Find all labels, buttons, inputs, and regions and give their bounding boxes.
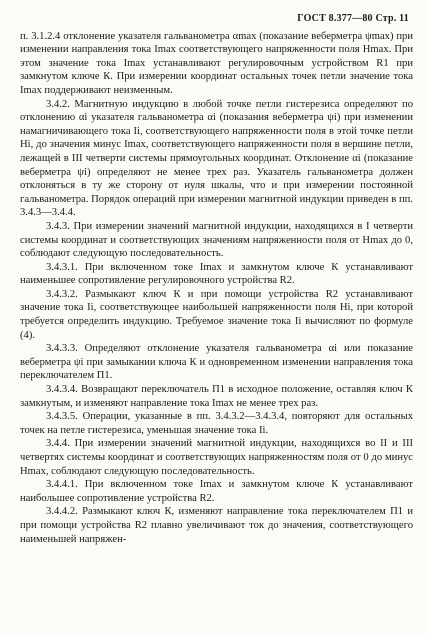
paragraph: п. 3.1.2.4 отклонение указателя гальванометра αmax (показание веберметра ψmax) при изменении направления тока Imax соответствующего напряженности поля Hmax. При этом значение тока Imax устанавливают регулировочным устройством R1 при замкнутом ключе К. При измерении координат остальных точек петли значение тока Imax поддерживают неизменным.: [20, 30, 413, 96]
paragraph: 3.4.4. При измерении значений магнитной индукции, находящихся во II и III четвертях системы координат и соответствующих напряженностям поля от 0 до минус Hmax, соблюдают следующую последовательность.: [20, 438, 413, 477]
paragraph: 3.4.3. При измерении значений магнитной индукции, находящихся в I четверти системы координат и соответствующих значениям напряженности поля от Hmax до 0, соблюдают следующую последовательность.: [20, 220, 413, 260]
body-text: [20, 30, 413, 547]
paragraph: 3.4.2. Магнитную индукцию в любой точке петли гистерезиса определяют по отклонению αi указателя гальванометра αi (показания веберметра ψi) при изменении намагничивающего тока Ii, соответствующего напряженности поля в этой точке петли Hi, до значения минус Imax, соответствующего напряженности поля в вершине петли, лежащей в III четверти системы прямоугольных координат. Отклонение αi (показание веберметра ψi) определяют не менее трех раз. Указатель гальванометра должен отклоняться в ту же сторону от нуля шкалы, что и при измерении постоянной гальванометра. Порядок операций при измерении магнитной индукции приведен в пп. 3.4.3—3.4.4.: [20, 98, 413, 219]
paragraph: 3.4.3.5. Операции, указанные в пп. 3.4.3.2—3.4.3.4, повторяют для остальных точек на петле гистерезиса, уменьшая значение тока Ii.: [20, 411, 413, 436]
paragraph: 3.4.3.1. При включенном токе Imax и замкнутом ключе К устанавливают наименьшее сопротивление регулировочного устройства R2.: [20, 261, 413, 287]
running-header: ГОСТ 8.377—80 Стр. 11: [297, 13, 409, 24]
paragraph: 3.4.4.2. Размыкают ключ К, изменяют направление тока переключателем П1 и при помощи устройства R2 плавно увеличивают ток до значения, соответствующего наименьшей напряжен-: [20, 506, 413, 545]
paragraph: 3.4.4.1. При включенном токе Imax и замкнутом ключе К устанавливают наибольшее сопротивление устройства R2.: [20, 479, 413, 504]
paragraph: 3.4.3.4. Возвращают переключатель П1 в исходное положение, оставляя ключ К замкнутым, и изменяют направление тока Imax не менее трех раз.: [20, 384, 413, 409]
paragraph: 3.4.3.3. Определяют отклонение указателя гальванометра αi или показание веберметра ψi при замыкании ключа К и одновременном изменении направления тока переключателем П1.: [20, 343, 413, 382]
paragraph: 3.4.3.2. Размыкают ключ К и при помощи устройства R2 устанавливают значение тока Ii, соответствующее наибольшей напряженности поля Hi, при которой требуется определить индукцию. Требуемое значение тока Ii вычисляют по формуле (4).: [20, 288, 413, 341]
